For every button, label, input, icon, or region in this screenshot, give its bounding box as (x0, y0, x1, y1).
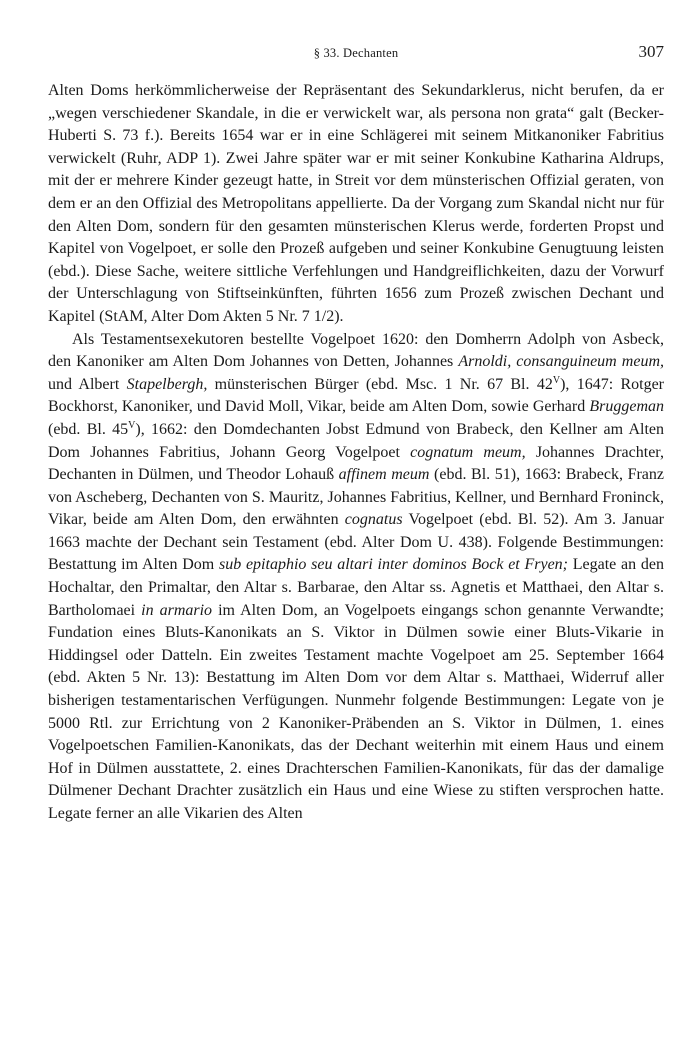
text-run: im Alten Dom, an Vogelpoets eingangs schon genannte Verwandte; Fundation eines Bluts-Kanonikats an S. Viktor in Dülmen sowie einer Bluts-Vikarie in Hiddingsel oder Datteln. Ein zweites Testament machte Vogelpoet am 25. September 1664 (ebd. Akten 5 Nr. 13): Bestattung im Alten Dom vor dem Altar s. Matthaei, Widerruf aller bisherigen testamentarischen Verfügungen. Nunmehr folgende Bestimmungen: Legate von je 5000 Rtl. zur Errichtung von 2 Kanoniker-Präbenden an S. Viktor in Dülmen, 1. eines Vogelpoetschen Familien-Kanonikats, das der Dechant weiterhin mit einem Haus und einem Hof in Dülmen ausstattete, 2. eines Drachterschen Familien-Kanonikats, für das der damalige Dülmener Dechant Drachter zusätzlich ein Haus und eine Wiese zu stiften versprochen hatte. Legate ferner an alle Vikarien des Alten (48, 601, 665, 822)
verso-mark: V (552, 374, 561, 386)
running-title: § 33. Dechanten (313, 46, 399, 60)
latin-phrase: cognatus (344, 511, 403, 529)
text-run: ), 1647: Rotger Bockhorst, Kanoniker, und David Moll, Vikar, beide am Alten Dom, sowie Gerhard (48, 375, 665, 416)
latin-phrase: affinem meum (338, 466, 430, 484)
page-number: 307 (638, 42, 664, 61)
text-run: Als Testamentsexekutoren bestellte Vogelpoet 1620: den Domherrn Adolph von Asbeck, den Kanoniker am Alten Dom Johannes von Detten, Johannes (48, 330, 664, 371)
latin-phrase: in armario (141, 601, 213, 619)
text-run: Legate an den Hochaltar, den Primaltar, den Altar s. Barbarae, den Altar ss. Agnetis et Matthaei, den Altar s. Bartholomaei (48, 556, 664, 619)
text-run: und Albert (48, 375, 127, 393)
latin-phrase: Bruggeman (589, 398, 664, 416)
paragraph-1: Alten Doms herkömmlicherweise der Repräsentant des Sekundarklerus, nicht berufen, da er „wegen verschiedener Skandale, in die er verwickelt war, als persona non grata“ galt (Becker-Huberti S. 73 f.). Bereits 1654 war er in eine Schlägerei mit seinem Mitkanoniker Fabritius verwickelt (Ruhr, ADP 1). Zwei Jahre später war er mit seiner Konkubine Katharina Aldrups, mit der er mehrere Kinder gezeugt hatte, in Streit vor dem münsterischen Offizial geraten, von dem er an den Offizial des Metropolitans appellierte. Da der Vorgang zum Skandal nicht nur für den Alten Dom, sondern für den gesamten münsterischen Klerus werde, forderten Propst und Kapitel von Vogelpoet, er solle den Prozeß aufgeben und seiner Konkubine Genugtuung leisten (ebd.). Diese Sache, weitere sittliche Verfehlungen und Handgreiflichkeiten, dazu der Vorwurf der Unterschlagung von Stiftseinkünften, führten 1656 zum Prozeß zwischen Dechant und Kapitel (StAM, Alter Dom Akten 5 Nr. 7 1/2). (48, 82, 664, 325)
verso-mark: V (128, 419, 136, 431)
body-text (48, 80, 664, 826)
latin-phrase: cognatum meum, (410, 443, 526, 461)
text-run: (ebd. Bl. 45 (48, 420, 129, 438)
text-run: Vogelpoet (ebd. Bl. 52). Am 3. Januar 1663 machte der Dechant sein Testament (ebd. Alter Dom U. 438). Folgende Bestimmungen: Bestattung im Alten Dom (48, 511, 664, 574)
text-run: ), 1662: den Domdechanten Jobst Edmund von Brabeck, den Kellner am Alten Dom Johannes Fabritius, Johann Georg Vogelpoet (48, 420, 665, 461)
running-head (48, 42, 664, 62)
text-run: Johannes Drachter, Dechanten in Dülmen, und Theodor Lohauß (48, 443, 664, 484)
paragraph-2 (48, 329, 664, 826)
latin-phrase: Stapelbergh, (126, 375, 208, 393)
text-run: münsterischen Bürger (ebd. Msc. 1 Nr. 67 Bl. 42 (207, 375, 553, 393)
latin-phrase: Arnoldi, consanguineum meum, (458, 353, 664, 371)
latin-phrase: sub epitaphio seu altari inter dominos Bock et Fryen; (218, 556, 569, 574)
text-run: (ebd. Bl. 51), 1663: Brabeck, Franz von Ascheberg, Dechanten von S. Mauritz, Johannes Fabritius, Kellner, und Bernhard Froninck, Vikar, beide am Alten Dom, den erwähnten (48, 466, 665, 529)
